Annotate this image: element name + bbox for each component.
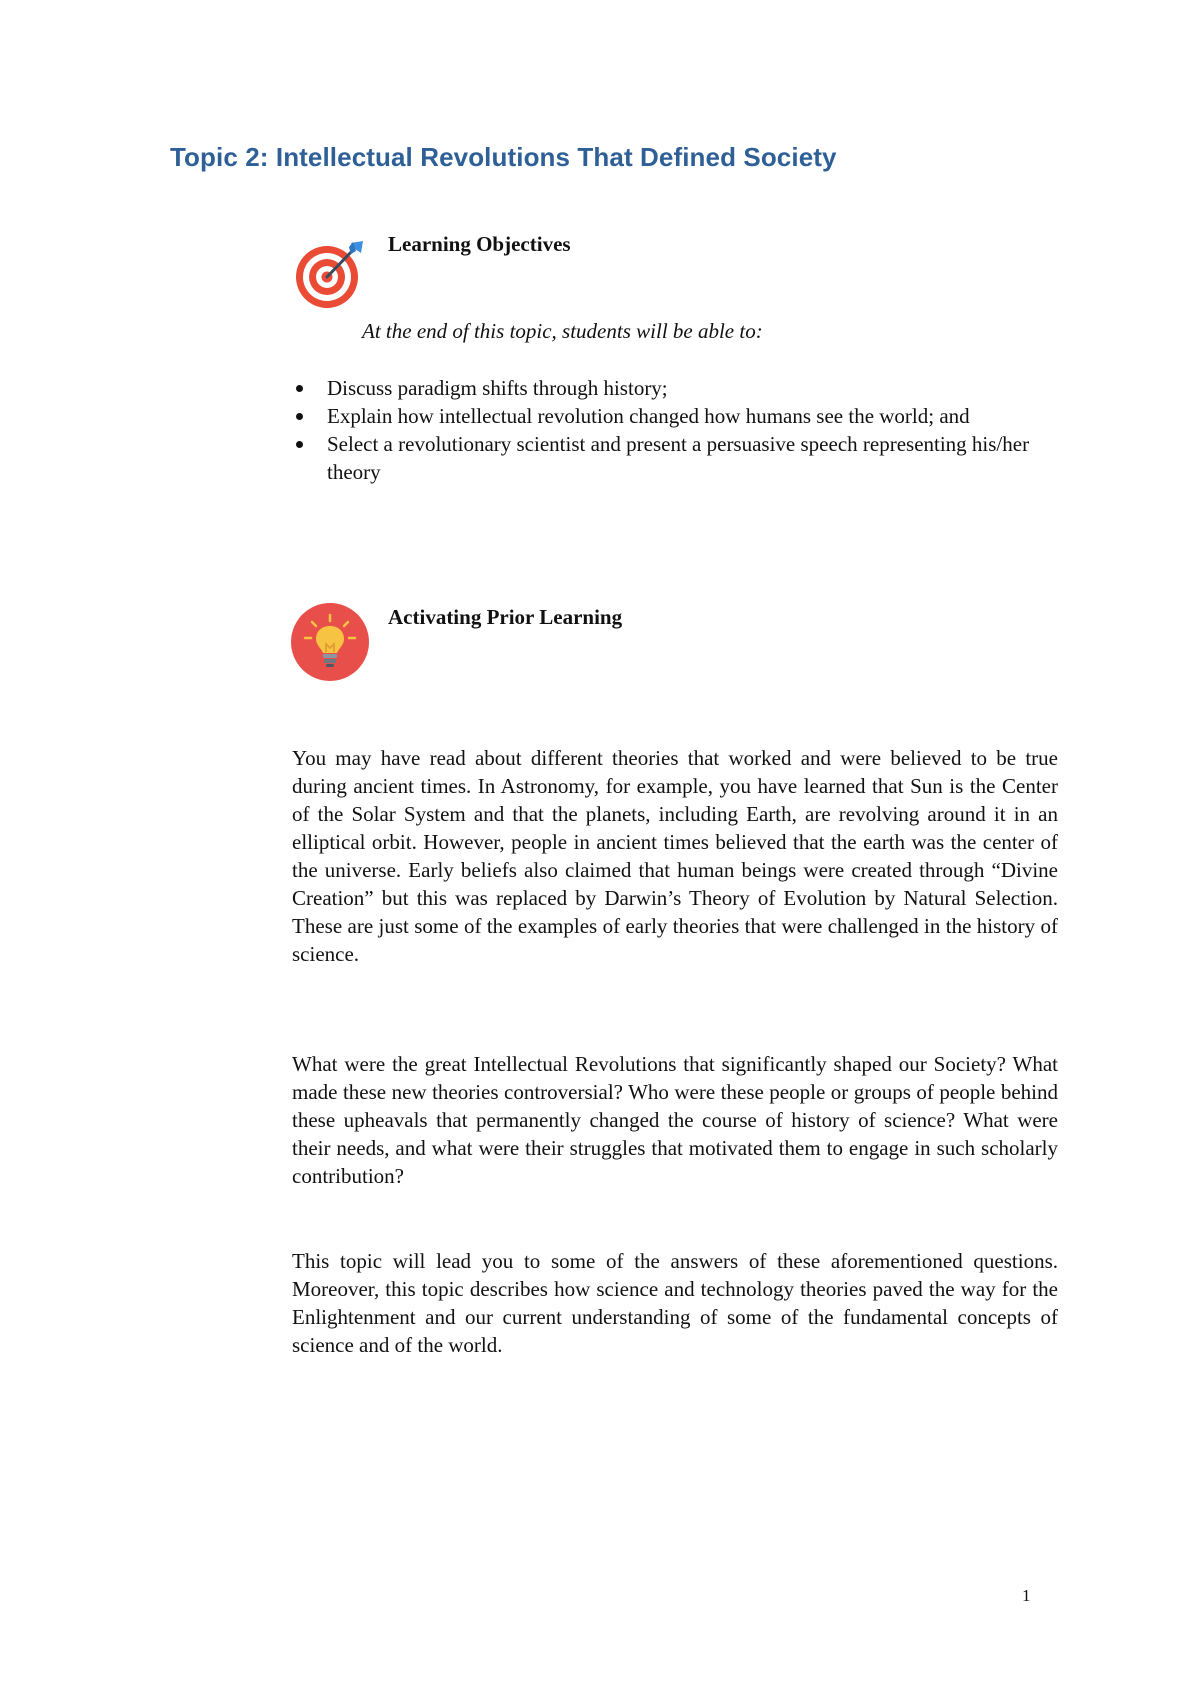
objective-text: Discuss paradigm shifts through history; (327, 376, 668, 400)
body-paragraph: What were the great Intellectual Revolutions that significantly shaped our Society? What made these new theories controversial? Who were these people or groups of people behind these upheavals that permanently changed the course of history of science? What were their needs, and what were their struggles that motivated them to engage in such scholarly contribution? (292, 1052, 1058, 1188)
activating-prior-learning-heading: Activating Prior Learning (388, 605, 623, 629)
objectives-intro: At the end of this topic, students will be able to: (362, 319, 763, 343)
page-number: 1 (1022, 1586, 1031, 1605)
objectives-list (292, 374, 1052, 486)
bullet-icon (296, 413, 303, 420)
objective-item (292, 430, 1052, 486)
target-icon (293, 235, 369, 311)
bullet-icon (296, 385, 303, 392)
body-paragraph: You may have read about different theories that worked and were believed to be true during ancient times. In Astronomy, for example, you have learned that Sun is the Center of the Solar System and that the planets, including Earth, are revolving around it in an elliptical orbit. However, people in ancient times believed that the earth was the center of the universe. Early beliefs also claimed that human beings were created through “Divine Creation” but this was replaced by Darwin’s Theory of Evolution by Natural Selection. These are just some of the examples of early theories that were challenged in the history of science. (292, 746, 1058, 966)
objective-item (292, 402, 1052, 430)
objective-text: Explain how intellectual revolution changed how humans see the world; and (327, 404, 970, 428)
page-title: Topic 2: Intellectual Revolutions That Defined Society (170, 142, 837, 172)
objective-item (292, 374, 1052, 402)
lightbulb-icon (290, 602, 370, 682)
bullet-icon (296, 441, 303, 448)
objective-text: Select a revolutionary scientist and present a persuasive speech representing his/her theory (327, 432, 1030, 484)
learning-objectives-heading: Learning Objectives (388, 232, 571, 256)
body-paragraph: This topic will lead you to some of the answers of these aforementioned questions. Moreover, this topic describes how science and technology theories paved the way for the Enlightenment and our current understanding of some of the fundamental concepts of science and of the world. (292, 1249, 1058, 1357)
